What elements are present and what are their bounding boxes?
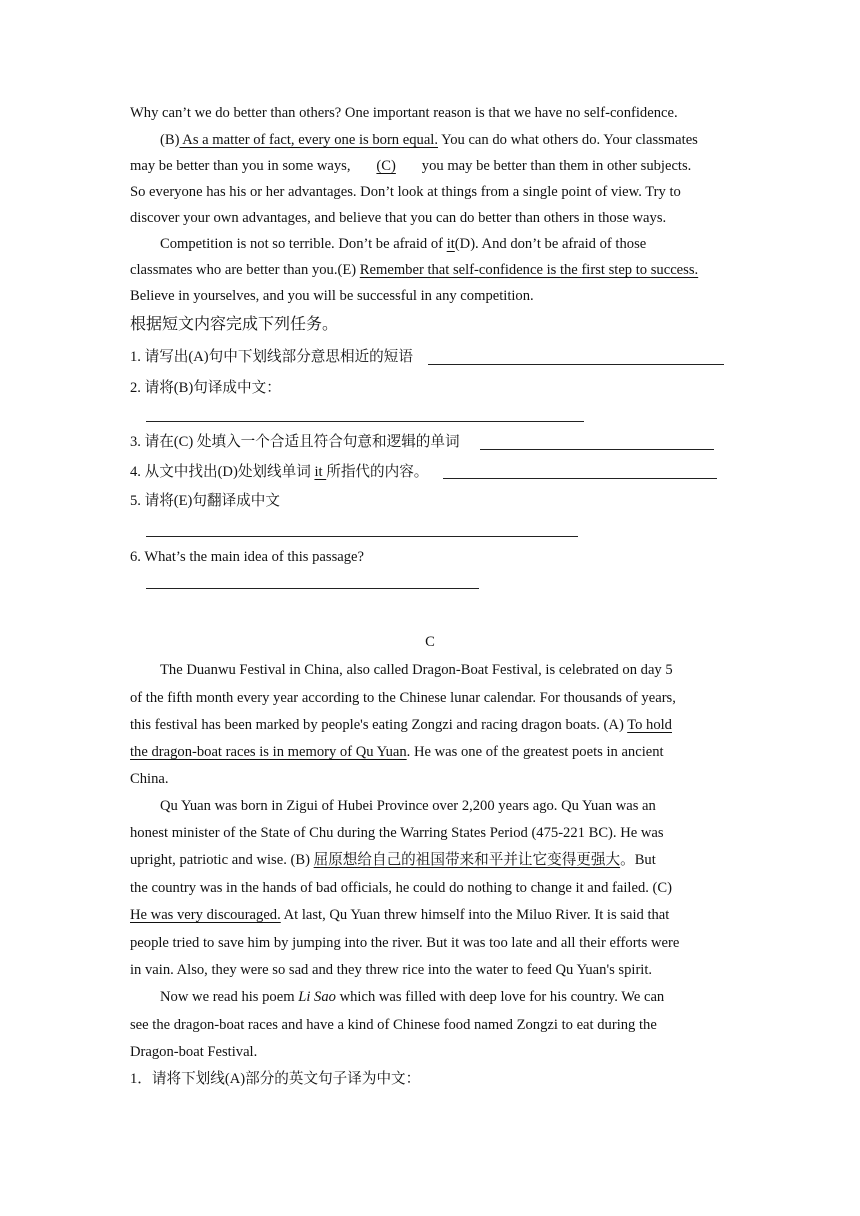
passage-c-task-1: 1．请将下划线(A)部分的英文句子译为中文： bbox=[130, 1071, 421, 1087]
passage-c-p2-line-2: honest minister of the State of Chu during the Warring States Period (475-221 BC). He was bbox=[130, 825, 664, 841]
passage-c-p2-line-3: upright, patriotic and wise. (B) 屈原想给自己的祖国带来和平并让它变得更强大。But bbox=[130, 852, 656, 868]
passage-c-p2-line-7: in vain. Also, they were so sad and they threw rice into the water to feed Qu Yuan's spirit. bbox=[130, 962, 653, 978]
underlined-sentence-b-chinese: 屈原想给自己的祖国带来和平并让它变得更强大 bbox=[313, 852, 621, 868]
passage-c-p3-line-3: Dragon-boat Festival. bbox=[130, 1044, 258, 1060]
passage-c-p2-line-6: people tried to save him by jumping into the river. But it was too late and all their efforts were bbox=[130, 935, 680, 951]
passage-c-p2-line-1: Qu Yuan was born in Zigui of Hubei Province over 2,200 years ago. Qu Yuan was an bbox=[160, 798, 656, 814]
passage-b-line-4: So everyone has his or her advantages. Don’t look at things from a single point of view. Try to bbox=[130, 184, 681, 200]
answer-line-1[interactable] bbox=[428, 364, 724, 365]
passage-b-line-5: discover your own advantages, and believe that you can do better than others in those ways. bbox=[130, 210, 667, 226]
answer-line-5[interactable] bbox=[146, 536, 578, 537]
passage-b-line-7: classmates who are better than you.(E) Remember that self-confidence is the first step to success. bbox=[130, 262, 699, 278]
passage-c-p3-line-1: Now we read his poem Li Sao which was filled with deep love for his country. We can bbox=[160, 989, 665, 1005]
answer-line-2[interactable] bbox=[146, 421, 584, 422]
passage-b-line-1: Why can’t we do better than others? One important reason is that we have no self-confidence. bbox=[130, 105, 678, 121]
underlined-sentence-e: Remember that self-confidence is the first step to success. bbox=[359, 262, 699, 278]
passage-b-line-6: Competition is not so terrible. Don’t be afraid of it(D). And don’t be afraid of those bbox=[160, 236, 647, 252]
passage-c-p3-line-2: see the dragon-boat races and have a kind of Chinese food named Zongzi to eat during the bbox=[130, 1017, 657, 1033]
question-5: 5. 请将(E)句翻译成中文 bbox=[130, 493, 280, 509]
tasks-heading: 根据短文内容完成下列任务。 bbox=[130, 316, 339, 333]
question-2: 2. 请将(B)句译成中文： bbox=[130, 380, 281, 396]
underlined-sentence-b: As a matter of fact, every one is born equal. bbox=[179, 132, 439, 148]
section-title-c: C bbox=[425, 634, 435, 650]
underlined-sentence-a: the dragon-boat races is in memory of Qu Yuan bbox=[130, 744, 407, 760]
poem-title: Li Sao bbox=[298, 989, 336, 1005]
passage-c-p2-line-4: the country was in the hands of bad officials, he could do nothing to change it and failed. (C) bbox=[130, 880, 672, 896]
answer-line-3[interactable] bbox=[480, 449, 714, 450]
passage-c-p1-line-1: The Duanwu Festival in China, also called Dragon-Boat Festival, is celebrated on day 5 bbox=[160, 662, 673, 678]
passage-c-p1-line-2: of the fifth month every year according to the Chinese lunar calendar. For thousands of years, bbox=[130, 690, 676, 706]
passage-b-line-8: Believe in yourselves, and you will be successful in any competition. bbox=[130, 288, 534, 304]
passage-c-p1-line-3: this festival has been marked by people's eating Zongzi and racing dragon boats. (A) To hold bbox=[130, 717, 672, 733]
question-4: 4. 从文中找出(D)处划线单词 it 所指代的内容。 bbox=[130, 464, 429, 480]
underlined-it: it bbox=[446, 236, 455, 252]
question-3: 3. 请在(C) 处填入一个合适且符合句意和逻辑的单词 bbox=[130, 434, 460, 450]
passage-b-line-2: (B) As a matter of fact, every one is born equal. You can do what others do. Your classmates bbox=[160, 132, 698, 148]
passage-b-line-3: may be better than you in some ways, (C) you may be better than them in other subjects. bbox=[130, 158, 692, 174]
passage-c-p2-line-5: He was very discouraged. At last, Qu Yuan threw himself into the Miluo River. It is said that bbox=[130, 907, 670, 923]
underlined-sentence-c: He was very discouraged. bbox=[130, 907, 281, 923]
answer-line-6[interactable] bbox=[146, 588, 479, 589]
passage-c-p1-line-4: the dragon-boat races is in memory of Qu Yuan. He was one of the greatest poets in ancient bbox=[130, 744, 664, 760]
question-6: 6. What’s the main idea of this passage? bbox=[130, 549, 364, 565]
passage-c-p1-line-5: China. bbox=[130, 771, 169, 787]
question-1: 1. 请写出(A)句中下划线部分意思相近的短语 bbox=[130, 349, 413, 365]
answer-line-4[interactable] bbox=[443, 478, 717, 479]
blank-c: (C) bbox=[376, 158, 396, 174]
